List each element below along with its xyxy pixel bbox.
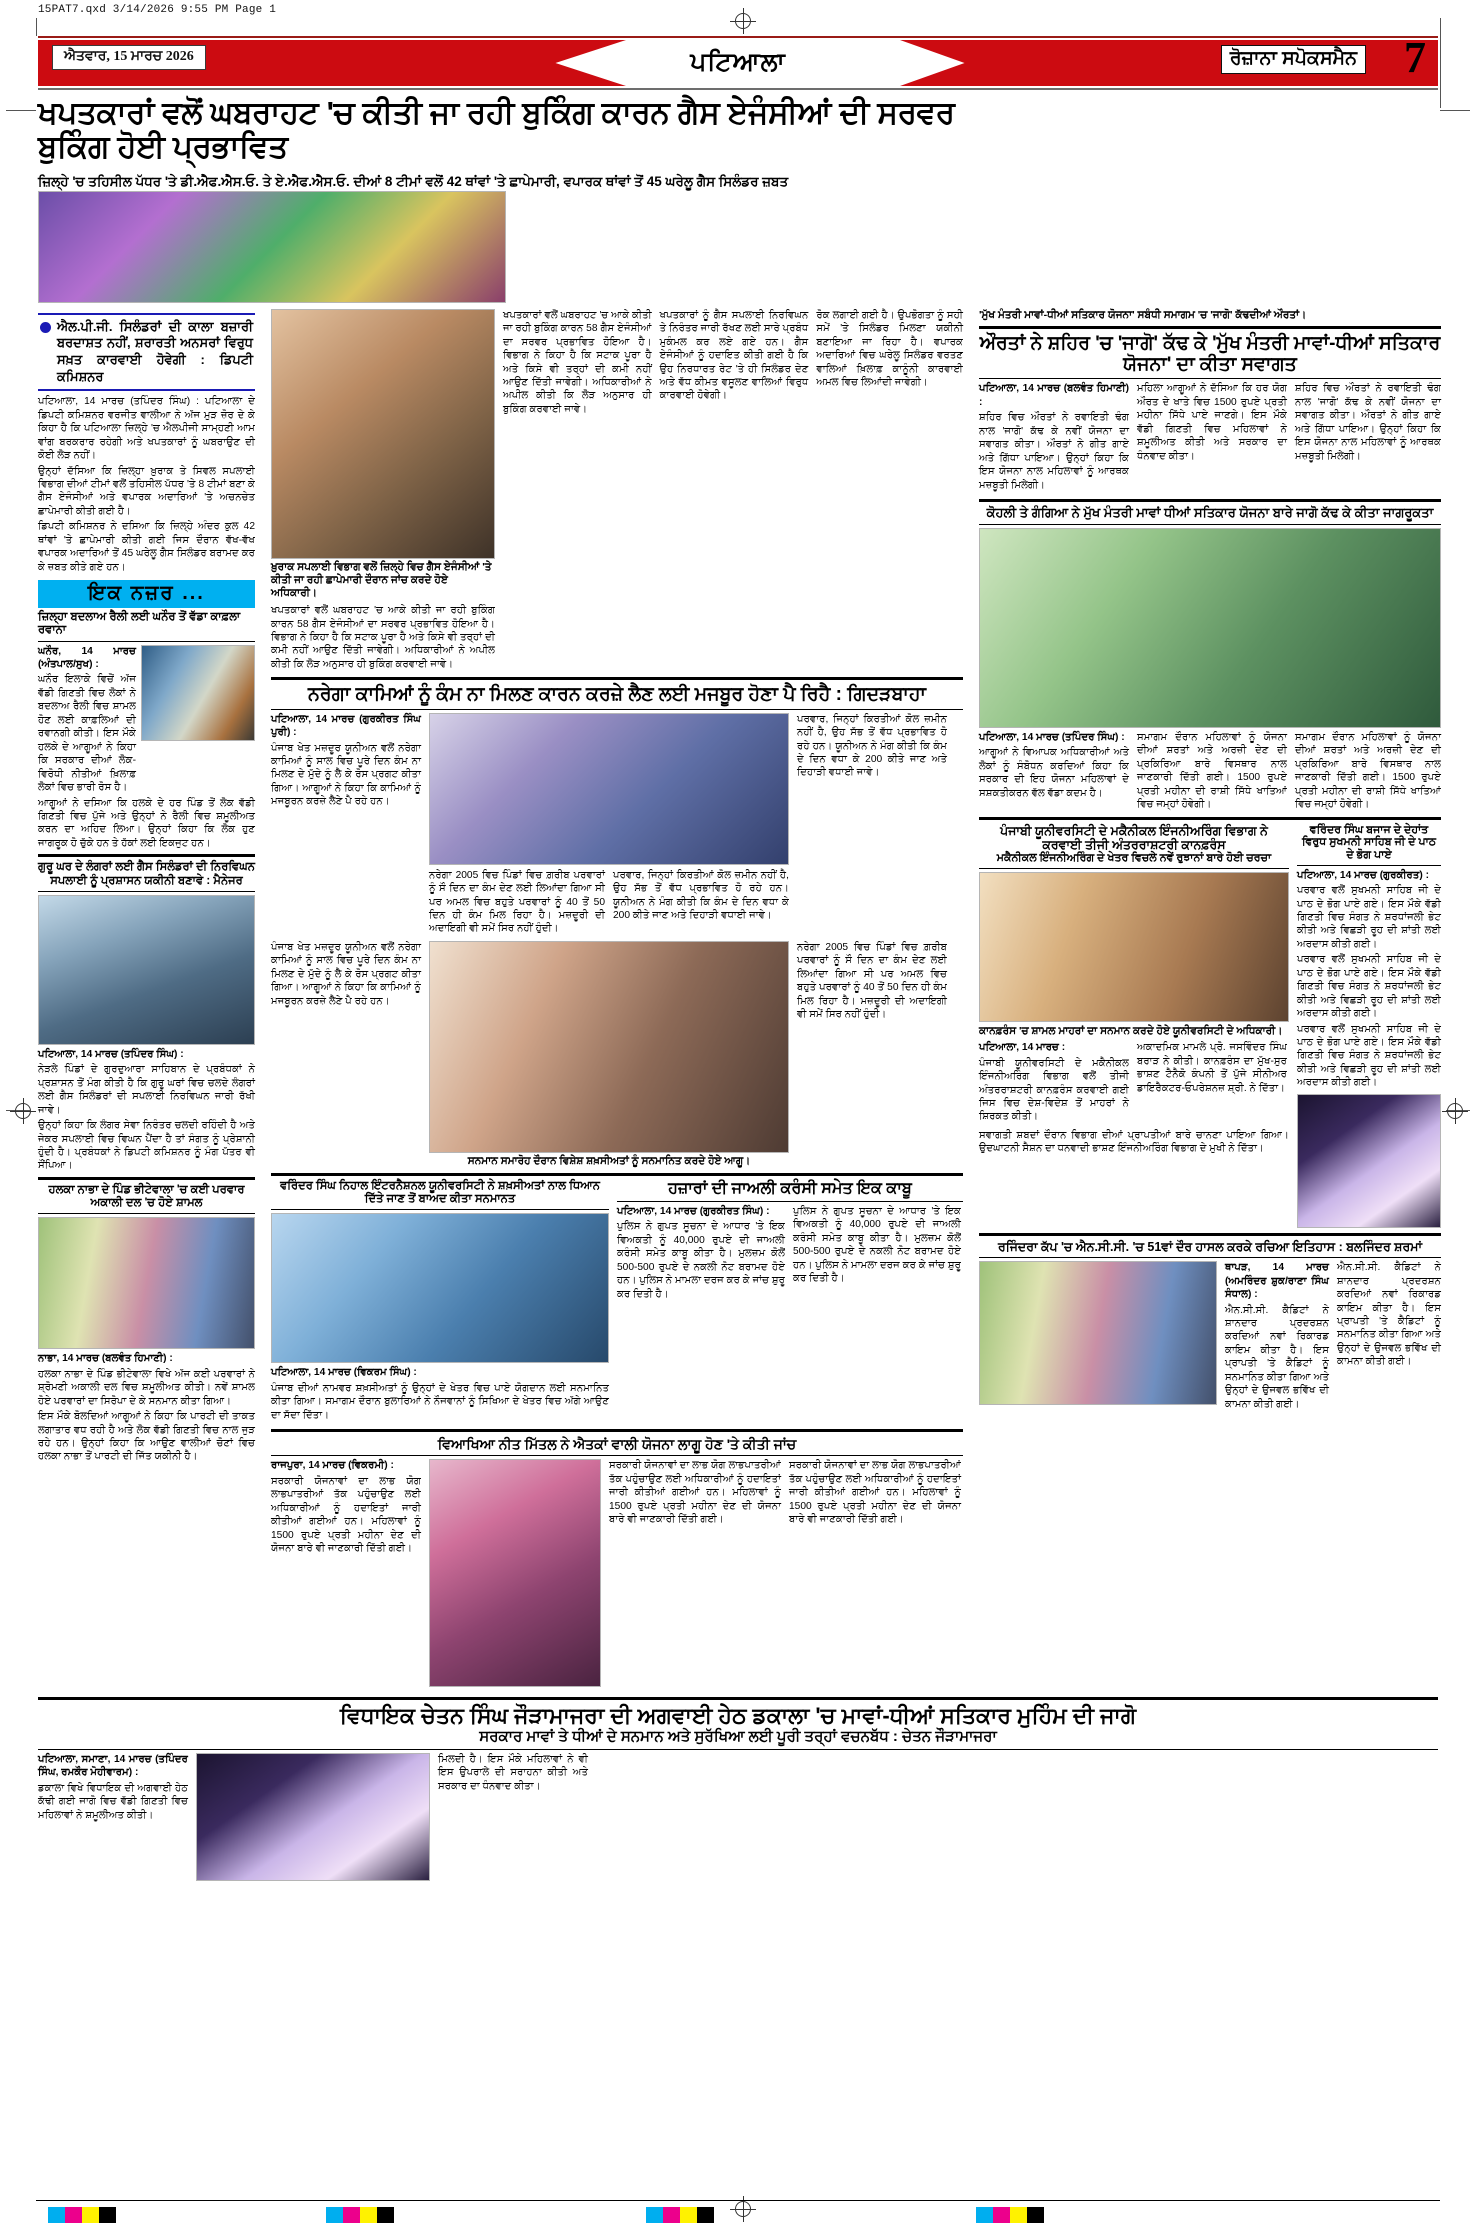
- center-top-text-b: [503, 309, 652, 419]
- nabha-story-text: [38, 1352, 255, 1464]
- nabha-joining-headline: ਹਲਕਾ ਨਾਭਾ ਦੇ ਪਿੰਡ ਭੀਟੇਵਾਲਾ 'ਚ ਕਈ ਪਰਵਾਰ ਅਕਾਲੀ ਦਲ 'ਚ ਹੋਏ ਸ਼ਾਮਲ: [48, 1183, 245, 1210]
- ghanaur-rally-photo: [141, 645, 255, 741]
- cmyk-swatch: [99, 2207, 116, 2223]
- ik-nazar-eyebrow: ਇਕ ਨਜ਼ਰ ...: [38, 580, 255, 608]
- crop-mark-top-right: [1440, 110, 1470, 111]
- gurdwara-byline: ਪਟਿਆਲਾ, 14 ਮਾਰਚ (ਤਪਿੰਦਰ ਸਿੰਘ) :: [38, 1048, 184, 1060]
- fake-currency-para: ਪੁਲਿਸ ਨੇ ਗੁਪਤ ਸੂਚਨਾ ਦੇ ਆਧਾਰ 'ਤੇ ਇਕ ਵਿਅਕਤੀ ਨੂੰ 40,000 ਰੁਪਏ ਦੀ ਜਾਅਲੀ ਕਰੰਸੀ ਸਮੇਤ ਕਾਬੂ ਕੀਤਾ ਹੈ। ਮੁਲਜ਼ਮ ਕੋਲੋਂ 500-500 ਰੁਪਏ ਦੇ ਨਕਲੀ ਨੋਟ ਬਰਾਮਦ ਹੋਏ ਹਨ। ਪੁਲਿਸ ਨੇ ਮਾਮਲਾ ਦਰਜ ਕਰ ਕੇ ਜਾਂਚ ਸ਼ੁਰੂ ਕਰ ਦਿਤੀ ਹੈ।: [617, 1221, 785, 1300]
- scheme-launch-headline: ਵਿਆਖਿਆ ਨੀਤ ਮਿੱਤਲ ਨੇ ਐਤਕਾਂ ਵਾਲੀ ਯੋਜਨਾ ਲਾਗੂ ਹੋਣ 'ਤੇ ਕੀਤੀ ਜਾਂਚ: [437, 1436, 797, 1453]
- awareness-jago-photo: [979, 528, 1441, 728]
- masthead-brand: ਰੋਜ਼ਾਨਾ ਸਪੋਕਸਮੈਨ: [1221, 45, 1366, 74]
- ncc-para-1: ਐਨ.ਸੀ.ਸੀ. ਕੈਡਿਟਾਂ ਨੇ ਸ਼ਾਨਦਾਰ ਪ੍ਰਦਰਸ਼ਨ ਕਰਦਿਆਂ ਨਵਾਂ ਰਿਕਾਰਡ ਕਾਇਮ ਕੀਤਾ ਹੈ। ਇਸ ਪ੍ਰਾਪਤੀ 'ਤੇ ਕੈਡਿਟਾਂ ਨੂੰ ਸਨਮਾਨਿਤ ਕੀਤਾ ਗਿਆ ਅਤੇ ਉਨ੍ਹਾਂ ਦੇ ਉਜਵਲ ਭਵਿੱਖ ਦੀ ਕਾਮਨਾ ਕੀਤੀ ਗਈ।: [1225, 1304, 1329, 1410]
- cmyk-swatch: [82, 2207, 99, 2223]
- lead-group-photo: [38, 191, 506, 303]
- nrega-para-1: ਪੰਜਾਬ ਖੇਤ ਮਜ਼ਦੂਰ ਯੂਨੀਅਨ ਵਲੋਂ ਨਰੇਗਾ ਕਾਮਿਆਂ ਨੂੰ ਸਾਲ ਵਿਚ ਪੂਰੇ ਦਿਨ ਕੰਮ ਨਾ ਮਿਲਣ ਦੇ ਮੁੱਦੇ ਨੂੰ ਲੈ ਕੇ ਰੋਸ ਪ੍ਰਗਟ ਕੀਤਾ ਗਿਆ। ਆਗੂਆਂ ਨੇ ਕਿਹਾ ਕਿ ਕਾਮਿਆਂ ਨੂੰ ਮਜਬੂਰਨ ਕਰਜ਼ੇ ਲੈਣੇ ਪੈ ਰਹੇ ਹਨ।: [271, 742, 421, 808]
- center-col-c-para: ਖਪਤਕਾਰਾਂ ਨੂੰ ਗੈਸ ਸਪਲਾਈ ਨਿਰਵਿਘਨ ਤੇ ਨਿਰੰਤਰ ਜਾਰੀ ਰੱਖਣ ਲਈ ਸਾਰੇ ਪ੍ਰਬੰਧ ਮੁਕੰਮਲ ਕਰ ਲਏ ਗਏ ਹਨ। ਗੈਸ ਏਜੰਸੀਆਂ ਨੂੰ ਹਦਾਇਤ ਕੀਤੀ ਗਈ ਹੈ ਕਿ ਉਹ ਨਿਰਧਾਰਤ ਰੇਟ 'ਤੇ ਹੀ ਸਿਲੰਡਰ ਦੇਣ ਅਤੇ ਵੱਧ ਕੀਮਤ ਵਸੂਲਣ ਵਾਲਿਆਂ ਵਿਰੁਧ ਕਾਰਵਾਈ ਹੋਵੇਗੀ।: [659, 309, 809, 402]
- cmyk-swatch: [326, 2207, 343, 2223]
- ghanaur-story-text: [38, 645, 136, 797]
- cmyk-group-4: [976, 2207, 1044, 2223]
- scheme-text-3: ਸਰਕਾਰੀ ਯੋਜਨਾਵਾਂ ਦਾ ਲਾਭ ਯੋਗ ਲਾਭਪਾਤਰੀਆਂ ਤੱਕ ਪਹੁੰਚਾਉਣ ਲਈ ਅਧਿਕਾਰੀਆਂ ਨੂੰ ਹਦਾਇਤਾਂ ਜਾਰੀ ਕੀਤੀਆਂ ਗਈਆਂ ਹਨ। ਮਹਿਲਾਵਾਂ ਨੂੰ 1500 ਰੁਪਏ ਪ੍ਰਤੀ ਮਹੀਨਾ ਦੇਣ ਦੀ ਯੋਜਨਾ ਬਾਰੇ ਵੀ ਜਾਣਕਾਰੀ ਦਿੱਤੀ ਗਈ।: [789, 1460, 961, 1526]
- conference-text-3: ਸਵਾਗਤੀ ਸ਼ਬਦਾਂ ਦੌਰਾਨ ਵਿਭਾਗ ਦੀਆਂ ਪ੍ਰਾਪਤੀਆਂ ਬਾਰੇ ਚਾਨਣਾ ਪਾਇਆ ਗਿਆ। ਉਦਘਾਟਨੀ ਸੈਸ਼ਨ ਦਾ ਧਨਵਾਦੀ ਭਾਸ਼ਣ ਇੰਜਨੀਅਰਿੰਗ ਵਿਭਾਗ ਦੇ ਮੁਖੀ ਨੇ ਦਿੱਤਾ।: [979, 1129, 1289, 1155]
- footer-rule: [36, 2200, 1440, 2201]
- nrega-text-col3: ਪਰਵਾਰ, ਜਿਨ੍ਹਾਂ ਕਿਰਤੀਆਂ ਕੋਲ ਜ਼ਮੀਨ ਨਹੀਂ ਹੈ, ਉਹ ਸੱਭ ਤੋਂ ਵੱਧ ਪ੍ਰਭਾਵਿਤ ਹੋ ਰਹੇ ਹਨ। ਯੂਨੀਅਨ ਨੇ ਮੰਗ ਕੀਤੀ ਕਿ ਕੰਮ ਦੇ ਦਿਨ ਵਧਾ ਕੇ 200 ਕੀਤੇ ਜਾਣ ਅਤੇ ਦਿਹਾੜੀ ਵਧਾਈ ਜਾਵੇ।: [613, 869, 789, 921]
- ghanaur-para-2: ਆਗੂਆਂ ਨੇ ਦਸਿਆ ਕਿ ਹਲਕੇ ਦੇ ਹਰ ਪਿੰਡ ਤੋਂ ਲੋਕ ਵੱਡੀ ਗਿਣਤੀ ਵਿਚ ਪੁੱਜੇ ਅਤੇ ਉਨ੍ਹਾਂ ਨੇ ਰੈਲੀ ਵਿਚ ਸ਼ਮੂਲੀਅਤ ਕਰਨ ਦਾ ਅਹਿਦ ਲਿਆ। ਉਨ੍ਹਾਂ ਕਿਹਾ ਕਿ ਲੋਕ ਹੁਣ ਜਾਗਰੂਕ ਹੋ ਚੁੱਕੇ ਹਨ ਤੇ ਹੱਕਾਂ ਲਈ ਇਕਜੁਟ ਹਨ।: [38, 797, 255, 849]
- fake-currency-headline: ਹਜ਼ਾਰਾਂ ਦੀ ਜਾਅਲੀ ਕਰੰਸੀ ਸਮੇਤ ਇਕ ਕਾਬੂ: [668, 1180, 912, 1198]
- cmyk-swatch: [680, 2207, 697, 2223]
- conference-headline: ਪੰਜਾਬੀ ਯੂਨੀਵਰਸਿਟੀ ਦੇ ਮਕੈਨੀਕਲ ਇੰਜਨੀਅਰਿੰਗ ਵਿਭਾਗ ਨੇ ਕਰਵਾਈ ਤੀਜੀ ਅੰਤਰਰਾਸ਼ਟਰੀ ਕਾਨਫ਼ਰੰਸ: [1000, 823, 1268, 853]
- fake-currency-byline: ਪਟਿਆਲਾ, 14 ਮਾਰਚ (ਗੁਰਕੀਰਤ ਸਿੰਘ) :: [617, 1205, 770, 1217]
- gurdwara-meeting-photo: [38, 895, 255, 1045]
- lead-headline: ਖਪਤਕਾਰਾਂ ਵਲੋਂ ਘਬਰਾਹਟ 'ਚ ਕੀਤੀ ਜਾ ਰਹੀ ਬੁਕਿੰਗ ਕਾਰਨ ਗੈਸ ਏਜੰਸੀਆਂ ਦੀ ਸਰਵਰ ਬੁਕਿੰਗ ਹੋਈ ਪ੍ਰਭਾਵਿਤ: [38, 95, 955, 165]
- main-grid: [38, 308, 1441, 1688]
- nabha-para-2: ਇਸ ਮੌਕੇ ਬੋਲਦਿਆਂ ਆਗੂਆਂ ਨੇ ਕਿਹਾ ਕਿ ਪਾਰਟੀ ਦੀ ਤਾਕਤ ਲਗਾਤਾਰ ਵਧ ਰਹੀ ਹੈ ਅਤੇ ਲੋਕ ਵੱਡੀ ਗਿਣਤੀ ਵਿਚ ਨਾਲ ਜੁੜ ਰਹੇ ਹਨ। ਉਨ੍ਹਾਂ ਕਿਹਾ ਕਿ ਆਉਣ ਵਾਲੀਆਂ ਚੋਣਾਂ ਵਿਚ ਹਲਕਾ ਨਾਭਾ ਤੋਂ ਪਾਰਟੀ ਦੀ ਜਿੱਤ ਯਕੀਨੀ ਹੈ।: [38, 1411, 255, 1463]
- lead-story-text-col1: [38, 395, 255, 574]
- dc-bullet-box: [38, 313, 255, 392]
- conference-photo: [979, 872, 1289, 1022]
- university-honour-text: [271, 1366, 609, 1422]
- cmyk-swatch: [48, 2207, 65, 2223]
- dc-bullet-text: ਐਲ.ਪੀ.ਜੀ. ਸਿਲੰਡਰਾਂ ਦੀ ਕਾਲਾ ਬਜ਼ਾਰੀ ਬਰਦਾਸ਼ਤ ਨਹੀਂ, ਸ਼ਰਾਰਤੀ ਅਨਸਰਾਂ ਵਿਰੁਧ ਸਖ਼ਤ ਕਾਰਵਾਈ ਹੋਵੇਗੀ : ਡਿਪਟੀ ਕਮਿਸ਼ਨਰ: [57, 318, 253, 384]
- cmyk-swatch: [976, 2207, 993, 2223]
- cmyk-group-3: [646, 2207, 714, 2223]
- masthead-page-number: 7: [1404, 33, 1426, 82]
- ncc-award-photo: [979, 1261, 1217, 1405]
- gurdwara-langar-headline: ਗੁਰੂ ਘਰ ਦੇ ਲੰਗਰਾਂ ਲਈ ਗੈਸ ਸਿਲੰਡਰਾਂ ਦੀ ਨਿਰਵਿਘਨ ਸਪਲਾਈ ਨੂੰ ਪ੍ਰਸ਼ਾਸਨ ਯਕੀਨੀ ਬਣਾਵੇ : ਮੈਨੇਜਰ: [38, 861, 255, 887]
- ghanaur-byline: ਘਨੌਰ, 14 ਮਾਰਚ (ਅੰਤਪਾਲ/ਸੁਖ) :: [38, 645, 136, 671]
- registration-mark-left: [10, 1098, 36, 1124]
- cmyk-swatch: [1010, 2207, 1027, 2223]
- ncc-headline: ਰਜਿੰਦਰਾ ਕੱਪ 'ਚ ਐਨ.ਸੀ.ਸੀ. 'ਚ 51ਵਾਂ ਦੌਰ ਹਾਸਲ ਕਰਕੇ ਰਚਿਆ ਇਤਿਹਾਸ : ਬਲਜਿੰਦਰ ਸ਼ਰਮਾਂ: [997, 1239, 1423, 1254]
- dakala-jago-photo: [196, 1753, 430, 1881]
- raid-photo-caption: ਖ਼ੁਰਾਕ ਸਪਲਾਈ ਵਿਭਾਗ ਵਲੋਂ ਜ਼ਿਲ੍ਹੇ ਵਿਚ ਗੈਸ ਏਜੰਸੀਆਂ 'ਤੇ ਕੀਤੀ ਜਾ ਰਹੀ ਛਾਪੇਮਾਰੀ ਦੌਰਾਨ ਜਾਂਚ ਕਰਦੇ ਹੋਏ ਅਧਿਕਾਰੀ।: [271, 560, 492, 599]
- ncc-text-1: [1225, 1261, 1329, 1413]
- bhog-text: [1297, 869, 1441, 1090]
- left-zone: [38, 309, 255, 1466]
- dakala-text-1: [38, 1753, 188, 1881]
- registration-mark: [730, 8, 756, 34]
- gurdwara-story-text: [38, 1048, 255, 1173]
- newspaper-page: [36, 33, 1441, 2194]
- lead-story-para-1: ਪਟਿਆਲਾ, 14 ਮਾਰਚ (ਤਪਿੰਦਰ ਸਿੰਘ) : ਪਟਿਆਲਾ ਦੇ ਡਿਪਟੀ ਕਮਿਸ਼ਨਰ ਵਰਜੀਤ ਵਾਲੀਆ ਨੇ ਅੱਜ ਮੁੜ ਜ਼ੋਰ ਦੇ ਕੇ ਕਿਹਾ ਹੈ ਕਿ ਪਟਿਆਲਾ ਜ਼ਿਲ੍ਹੇ 'ਚ ਐਲਪੀਜੀ ਸਾਮ੍ਹਣੀ ਆਮ ਵਾਂਗ ਬਰਕਰਾਰ ਰਹੇਗੀ ਅਤੇ ਖਪਤਕਾਰਾਂ ਨੂੰ ਘਬਰਾਉਣ ਦੀ ਕੋਈ ਲੋੜ ਨਹੀਂ।: [38, 396, 255, 462]
- nabha-para-1: ਹਲਕਾ ਨਾਭਾ ਦੇ ਪਿੰਡ ਭੀਟੇਵਾਲਾ ਵਿਖੇ ਅੱਜ ਕਈ ਪਰਵਾਰਾਂ ਨੇ ਸ਼੍ਰੋਮਣੀ ਅਕਾਲੀ ਦਲ ਵਿਚ ਸ਼ਮੂਲੀਅਤ ਕੀਤੀ। ਨਵੇਂ ਸ਼ਾਮਲ ਹੋਏ ਪਰਵਾਰਾਂ ਦਾ ਸਿਰੋਪਾ ਦੇ ਕੇ ਸਨਮਾਨ ਕੀਤਾ ਗਿਆ।: [38, 1368, 255, 1407]
- university-honour-photo: [271, 1213, 609, 1363]
- conference-para-1: ਪੰਜਾਬੀ ਯੂਨੀਵਰਸਿਟੀ ਦੇ ਮਕੈਨੀਕਲ ਇੰਜਨੀਅਰਿੰਗ ਵਿਭਾਗ ਵਲੋਂ ਤੀਜੀ ਅੰਤਰਰਾਸ਼ਟਰੀ ਕਾਨਫ਼ਰੰਸ ਕਰਵਾਈ ਗਈ ਜਿਸ ਵਿਚ ਦੇਸ਼-ਵਿਦੇਸ਼ ਤੋਂ ਮਾਹਰਾਂ ਨੇ ਸ਼ਿਰਕਤ ਕੀਤੀ।: [979, 1057, 1129, 1123]
- center-top-text-c: [660, 309, 809, 405]
- jago-welcome-headline: ਔਰਤਾਂ ਨੇ ਸ਼ਹਿਰ 'ਚ 'ਜਾਗੋ' ਕੱਢ ਕੇ 'ਮੁੱਖ ਮੰਤਰੀ ਮਾਵਾਂ-ਧੀਆਂ ਸਤਿਕਾਰ ਯੋਜਨਾ' ਦਾ ਕੀਤਾ ਸਵਾਗਤ: [979, 332, 1441, 376]
- cmyk-swatch: [360, 2207, 377, 2223]
- scheme-byline: ਰਾਜਪੁਰਾ, 14 ਮਾਰਚ (ਵਿਕਰਮੀ) :: [271, 1460, 394, 1472]
- cmyk-swatch: [663, 2207, 680, 2223]
- lead-story-para-2: ਉਨ੍ਹਾਂ ਦੱਸਿਆ ਕਿ ਜ਼ਿਲ੍ਹਾ ਖ਼ੁਰਾਕ ਤੇ ਸਿਵਲ ਸਪਲਾਈ ਵਿਭਾਗ ਦੀਆਂ ਟੀਮਾਂ ਵਲੋਂ ਤਹਿਸੀਲ ਪੱਧਰ 'ਤੇ 8 ਟੀਮਾਂ ਬਣਾ ਕੇ ਗੈਸ ਏਜੰਸੀਆਂ ਅਤੇ ਵਪਾਰਕ ਅਦਾਰਿਆਂ 'ਤੇ ਅਚਨਚੇਤ ਛਾਪੇਮਾਰੀ ਕੀਤੀ ਗਈ ਹੈ।: [38, 465, 255, 517]
- cmyk-swatch: [343, 2207, 360, 2223]
- scheme-text-1: [271, 1459, 421, 1557]
- center-col-d-para: ਰੋਕ ਲਗਾਈ ਗਈ ਹੈ। ਉਪਭੋਗਤਾ ਨੂੰ ਸਹੀ ਸਮੇਂ 'ਤੇ ਸਿਲੰਡਰ ਮਿਲਣਾ ਯਕੀਨੀ ਬਣਾਇਆ ਜਾ ਰਿਹਾ ਹੈ। ਵਪਾਰਕ ਅਦਾਰਿਆਂ ਵਿਚ ਘਰੇਲੂ ਸਿਲੰਡਰ ਵਰਤਣ ਵਾਲਿਆਂ ਖ਼ਿਲਾਫ਼ ਕਾਨੂੰਨੀ ਕਾਰਵਾਈ ਅਮਲ ਵਿਚ ਲਿਆਂਦੀ ਜਾਵੇਗੀ।: [816, 309, 964, 388]
- jago-photo-caption: 'ਮੁੱਖ ਮੰਤਰੀ ਮਾਵਾਂ-ਧੀਆਂ ਸਤਿਕਾਰ ਯੋਜਨਾ' ਸਬੰਧੀ ਸਮਾਗਮ 'ਚ 'ਜਾਗੋ' ਕੱਢਦੀਆਂ ਔਰਤਾਂ।: [979, 308, 1307, 321]
- masthead: [38, 33, 1438, 90]
- gurdwara-para-1: ਨੇੜਲੇ ਪਿੰਡਾਂ ਦੇ ਗੁਰਦੁਆਰਾ ਸਾਹਿਬਾਨ ਦੇ ਪ੍ਰਬੰਧਕਾਂ ਨੇ ਪ੍ਰਸ਼ਾਸਨ ਤੋਂ ਮੰਗ ਕੀਤੀ ਹੈ ਕਿ ਗੁਰੂ ਘਰਾਂ ਵਿਚ ਚਲਦੇ ਲੰਗਰਾਂ ਲਈ ਗੈਸ ਸਿਲੰਡਰਾਂ ਦੀ ਸਪਲਾਈ ਨਿਰਵਿਘਨ ਜਾਰੀ ਰੱਖੀ ਜਾਵੇ।: [38, 1064, 255, 1116]
- registration-mark-right: [1442, 1098, 1468, 1124]
- cmyk-swatch: [1027, 2207, 1044, 2223]
- center-zone: [271, 309, 963, 1688]
- ncc-byline: ਥਾਪੜ, 14 ਮਾਰਚ (ਅਮਰਿੰਦਰ ਸ਼ੁਕ/ਰਾਣਾ ਸਿੰਘ ਸੰਧਾਲ) :: [1225, 1262, 1329, 1301]
- conference-byline: ਪਟਿਆਲਾ, 14 ਮਾਰਚ :: [979, 1042, 1066, 1054]
- center-top-text-a: ਖਪਤਕਾਰਾਂ ਵਲੋਂ ਘਬਰਾਹਟ 'ਚ ਆਕੇ ਕੀਤੀ ਜਾ ਰਹੀ ਬੁਕਿੰਗ ਕਾਰਨ 58 ਗੈਸ ਏਜੰਸੀਆਂ ਦਾ ਸਰਵਰ ਪ੍ਰਭਾਵਿਤ ਹੋਇਆ ਹੈ। ਵਿਭਾਗ ਨੇ ਕਿਹਾ ਹੈ ਕਿ ਸਟਾਕ ਪੂਰਾ ਹੈ ਅਤੇ ਕਿਸੇ ਵੀ ਤਰ੍ਹਾਂ ਦੀ ਕਮੀ ਨਹੀਂ ਆਉਣ ਦਿੱਤੀ ਜਾਵੇਗੀ। ਅਧਿਕਾਰੀਆਂ ਨੇ ਅਪੀਲ ਕੀਤੀ ਕਿ ਲੋੜ ਅਨੁਸਾਰ ਹੀ ਬੁਕਿੰਗ ਕਰਵਾਈ ਜਾਵੇ।: [271, 605, 495, 670]
- nrega-text-col2: ਨਰੇਗਾ 2005 ਵਿਚ ਪਿੰਡਾਂ ਵਿਚ ਗ਼ਰੀਬ ਪਰਵਾਰਾਂ ਨੂੰ ਸੌ ਦਿਨ ਦਾ ਕੰਮ ਦੇਣ ਲਈ ਲਿਆਂਦਾ ਗਿਆ ਸੀ ਪਰ ਅਮਲ ਵਿਚ ਬਹੁਤੇ ਪਰਵਾਰਾਂ ਨੂੰ 40 ਤੋਂ 50 ਦਿਨ ਹੀ ਕੰਮ ਮਿਲ ਰਿਹਾ ਹੈ। ਮਜ਼ਦੂਰੀ ਦੀ ਅਦਾਇਗੀ ਵੀ ਸਮੇਂ ਸਿਰ ਨਹੀਂ ਹੁੰਦੀ।: [429, 869, 605, 935]
- jago-byline: ਪਟਿਆਲਾ, 14 ਮਾਰਚ (ਬਲਵੰਤ ਹਿਮਾਣੀ) :: [979, 383, 1129, 408]
- awareness-byline: ਪਟਿਆਲਾ, 14 ਮਾਰਚ (ਤਪਿੰਦਰ ਸਿੰਘ) :: [979, 731, 1125, 743]
- lead-subheadline: ਜ਼ਿਲ੍ਹੇ 'ਚ ਤਹਿਸੀਲ ਪੱਧਰ 'ਤੇ ਡੀ.ਐਫ.ਐਸ.ਓ. ਤੇ ਏ.ਐਫ.ਐਸ.ਓ. ਦੀਆਂ 8 ਟੀਮਾਂ ਵਲੋਂ 42 ਥਾਂਵਾਂ 'ਤੇ ਛਾਪੇਮਾਰੀ, ਵਪਾਰਕ ਥਾਂਵਾਂ ਤੋਂ 45 ਘਰੇਲੂ ਗੈਸ ਸਿਲੰਡਰ ਜ਼ਬਤ: [38, 174, 789, 190]
- nrega-headline: ਨਰੇਗਾ ਕਾਮਿਆਂ ਨੂੰ ਕੰਮ ਨਾ ਮਿਲਣ ਕਾਰਨ ਕਰਜ਼ੇ ਲੈਣ ਲਈ ਮਜਬੂਰ ਹੋਣਾ ਪੈ ਰਿਹੈ : ਗਿਦੜਬਾਹਾ: [308, 684, 926, 706]
- gurdwara-para-2: ਉਨ੍ਹਾਂ ਕਿਹਾ ਕਿ ਲੰਗਰ ਸੇਵਾ ਨਿਰੰਤਰ ਚਲਦੀ ਰਹਿੰਦੀ ਹੈ ਅਤੇ ਜੇਕਰ ਸਪਲਾਈ ਵਿਚ ਵਿਘਨ ਪੈਂਦਾ ਹੈ ਤਾਂ ਸੰਗਤ ਨੂੰ ਪ੍ਰੇਸ਼ਾਨੀ ਹੁੰਦੀ ਹੈ। ਪ੍ਰਬੰਧਕਾਂ ਨੇ ਡਿਪਟੀ ਕਮਿਸ਼ਨਰ ਨੂੰ ਮੰਗ ਪੱਤਰ ਵੀ ਸੌਂਪਿਆ।: [38, 1120, 255, 1172]
- masthead-city: ਪਟਿਆਲਾ: [690, 48, 786, 76]
- ncc-text-2: ਐਨ.ਸੀ.ਸੀ. ਕੈਡਿਟਾਂ ਨੇ ਸ਼ਾਨਦਾਰ ਪ੍ਰਦਰਸ਼ਨ ਕਰਦਿਆਂ ਨਵਾਂ ਰਿਕਾਰਡ ਕਾਇਮ ਕੀਤਾ ਹੈ। ਇਸ ਪ੍ਰਾਪਤੀ 'ਤੇ ਕੈਡਿਟਾਂ ਨੂੰ ਸਨਮਾਨਿਤ ਕੀਤਾ ਗਿਆ ਅਤੇ ਉਨ੍ਹਾਂ ਦੇ ਉਜਵਲ ਭਵਿੱਖ ਦੀ ਕਾਮਨਾ ਕੀਤੀ ਗਈ।: [1337, 1262, 1441, 1368]
- scheme-launch-photo: [429, 1459, 601, 1687]
- award-ceremony-photo: [429, 941, 789, 1153]
- cmyk-swatch: [65, 2207, 82, 2223]
- cmyk-group-2: [326, 2207, 394, 2223]
- center-top-text-d: [816, 309, 963, 392]
- university-byline: ਪਟਿਆਲਾ, 14 ਮਾਰਚ (ਵਿਕਰਮ ਸਿੰਘ) :: [271, 1367, 417, 1379]
- cmyk-color-bar: [36, 2207, 1440, 2223]
- dakala-para-1: ਡਕਾਲਾ ਵਿਖੇ ਵਿਧਾਇਕ ਦੀ ਅਗਵਾਈ ਹੇਠ ਕੱਢੀ ਗਈ ਜਾਗੋ ਵਿਚ ਵੱਡੀ ਗਿਣਤੀ ਵਿਚ ਮਹਿਲਾਵਾਂ ਨੇ ਸ਼ਮੂਲੀਅਤ ਕੀਤੀ।: [38, 1782, 188, 1821]
- bhog-para-2: ਪਰਵਾਰ ਵਲੋਂ ਸੁਖਮਨੀ ਸਾਹਿਬ ਜੀ ਦੇ ਪਾਠ ਦੇ ਭੋਗ ਪਾਏ ਗਏ। ਇਸ ਮੌਕੇ ਵੱਡੀ ਗਿਣਤੀ ਵਿਚ ਸੰਗਤ ਨੇ ਸ਼ਰਧਾਂਜਲੀ ਭੇਟ ਕੀਤੀ ਅਤੇ ਵਿਛੜੀ ਰੂਹ ਦੀ ਸ਼ਾਂਤੀ ਲਈ ਅਰਦਾਸ ਕੀਤੀ ਗਈ।: [1297, 954, 1441, 1020]
- dakala-story-block: [38, 1697, 1438, 1880]
- nrega-byline: ਪਟਿਆਲਾ, 14 ਮਾਰਚ (ਗੁਰਕੀਰਤ ਸਿੰਘ ਪੁਰੀ) :: [271, 713, 421, 739]
- lead-story-para-3: ਡਿਪਟੀ ਕਮਿਸ਼ਨਰ ਨੇ ਦਸਿਆ ਕਿ ਜ਼ਿਲ੍ਹੇ ਅੰਦਰ ਕੁਲ 42 ਥਾਂਵਾਂ 'ਤੇ ਛਾਪੇਮਾਰੀ ਕੀਤੀ ਗਈ ਜਿਸ ਦੌਰਾਨ ਵੱਖ-ਵੱਖ ਵਪਾਰਕ ਅਦਾਰਿਆਂ ਤੋਂ 45 ਘਰੇਲੂ ਗੈਸ ਸਿਲੰਡਰ ਬਰਾਮਦ ਕਰ ਕੇ ਜ਼ਬਤ ਕੀਤੇ ਗਏ ਹਨ।: [38, 521, 255, 573]
- dakala-text-2: ਮਿਲਦੀ ਹੈ। ਇਸ ਮੌਕੇ ਮਹਿਲਾਵਾਂ ਨੇ ਵੀ ਇਸ ਉਪਰਾਲੇ ਦੀ ਸਰਾਹਨਾ ਕੀਤੀ ਅਤੇ ਸਰਕਾਰ ਦਾ ਧੰਨਵਾਦ ਕੀਤਾ।: [438, 1753, 588, 1792]
- bhog-headline: ਵਰਿੰਦਰ ਸਿੰਘ ਬਜਾਜ ਦੇ ਦੇਹਾਂਤ ਵਿਰੁਧ ਸੁਖਮਨੀ ਸਾਹਿਬ ਜੀ ਦੇ ਪਾਠ ਦੇ ਭੋਗ ਪਾਏ: [1301, 823, 1437, 861]
- fake-currency-text-1: [617, 1205, 785, 1303]
- nrega-para-4: ਪਰਵਾਰ, ਜਿਨ੍ਹਾਂ ਕਿਰਤੀਆਂ ਕੋਲ ਜ਼ਮੀਨ ਨਹੀਂ ਹੈ, ਉਹ ਸੱਭ ਤੋਂ ਵੱਧ ਪ੍ਰਭਾਵਿਤ ਹੋ ਰਹੇ ਹਨ। ਯੂਨੀਅਨ ਨੇ ਮੰਗ ਕੀਤੀ ਕਿ ਕੰਮ ਦੇ ਦਿਨ ਵਧਾ ਕੇ 200 ਕੀਤੇ ਜਾਣ ਅਤੇ ਦਿਹਾੜੀ ਵਧਾਈ ਜਾਵੇ।: [797, 713, 947, 779]
- awareness-text-1: [979, 731, 1129, 812]
- fake-currency-text-2: ਪੁਲਿਸ ਨੇ ਗੁਪਤ ਸੂਚਨਾ ਦੇ ਆਧਾਰ 'ਤੇ ਇਕ ਵਿਅਕਤੀ ਨੂੰ 40,000 ਰੁਪਏ ਦੀ ਜਾਅਲੀ ਕਰੰਸੀ ਸਮੇਤ ਕਾਬੂ ਕੀਤਾ ਹੈ। ਮੁਲਜ਼ਮ ਕੋਲੋਂ 500-500 ਰੁਪਏ ਦੇ ਨਕਲੀ ਨੋਟ ਬਰਾਮਦ ਹੋਏ ਹਨ। ਪੁਲਿਸ ਨੇ ਮਾਮਲਾ ਦਰਜ ਕਰ ਕੇ ਜਾਂਚ ਸ਼ੁਰੂ ਕਰ ਦਿਤੀ ਹੈ।: [793, 1205, 961, 1285]
- jago-para-1: ਸ਼ਹਿਰ ਵਿਚ ਔਰਤਾਂ ਨੇ ਰਵਾਇਤੀ ਢੰਗ ਨਾਲ 'ਜਾਗੋ' ਕੱਢ ਕੇ ਨਵੀਂ ਯੋਜਨਾ ਦਾ ਸਵਾਗਤ ਕੀਤਾ। ਔਰਤਾਂ ਨੇ ਗੀਤ ਗਾਏ ਅਤੇ ਗਿੱਧਾ ਪਾਇਆ। ਉਨ੍ਹਾਂ ਕਿਹਾ ਕਿ ਇਸ ਯੋਜਨਾ ਨਾਲ ਮਹਿਲਾਵਾਂ ਨੂੰ ਆਰਥਕ ਮਜ਼ਬੂਤੀ ਮਿਲੇਗੀ।: [979, 412, 1129, 491]
- awareness-text-3: ਸਮਾਗਮ ਦੌਰਾਨ ਮਹਿਲਾਵਾਂ ਨੂੰ ਯੋਜਨਾ ਦੀਆਂ ਸ਼ਰਤਾਂ ਅਤੇ ਅਰਜ਼ੀ ਦੇਣ ਦੀ ਪ੍ਰਕਿਰਿਆ ਬਾਰੇ ਵਿਸਥਾਰ ਨਾਲ ਜਾਣਕਾਰੀ ਦਿੱਤੀ ਗਈ। 1500 ਰੁਪਏ ਪ੍ਰਤੀ ਮਹੀਨਾ ਦੀ ਰਾਸ਼ੀ ਸਿੱਧੇ ਖਾਤਿਆਂ ਵਿਚ ਜਮ੍ਹਾਂ ਹੋਵੇਗੀ।: [1295, 731, 1441, 811]
- cmyk-swatch: [697, 2207, 714, 2223]
- conference-subheadline: ਮਕੈਨੀਕਲ ਇੰਜਨੀਅਰਿੰਗ ਦੇ ਖੇਤਰ ਵਿਚਲੇ ਨਵੇਂ ਰੁਝਾਨਾਂ ਬਾਰੇ ਹੋਈ ਚਰਚਾ: [996, 852, 1272, 865]
- nrega-text-col1: [271, 713, 421, 811]
- nrega-overflow-a: ਪੰਜਾਬ ਖੇਤ ਮਜ਼ਦੂਰ ਯੂਨੀਅਨ ਵਲੋਂ ਨਰੇਗਾ ਕਾਮਿਆਂ ਨੂੰ ਸਾਲ ਵਿਚ ਪੂਰੇ ਦਿਨ ਕੰਮ ਨਾ ਮਿਲਣ ਦੇ ਮੁੱਦੇ ਨੂੰ ਲੈ ਕੇ ਰੋਸ ਪ੍ਰਗਟ ਕੀਤਾ ਗਿਆ। ਆਗੂਆਂ ਨੇ ਕਿਹਾ ਕਿ ਕਾਮਿਆਂ ਨੂੰ ਮਜਬੂਰਨ ਕਰਜ਼ੇ ਲੈਣੇ ਪੈ ਰਹੇ ਹਨ।: [271, 941, 421, 1007]
- ghanaur-para-1: ਘਨੌਰ ਇਲਾਕੇ ਵਿਚੋਂ ਅੱਜ ਵੱਡੀ ਗਿਣਤੀ ਵਿਚ ਲੋਕਾਂ ਨੇ ਬਦਲਾਅ ਰੈਲੀ ਵਿਚ ਸ਼ਾਮਲ ਹੋਣ ਲਈ ਕਾਫ਼ਲਿਆਂ ਦੀ ਰਵਾਨਗੀ ਕੀਤੀ। ਇਸ ਮੌਕੇ ਹਲਕੇ ਦੇ ਆਗੂਆਂ ਨੇ ਕਿਹਾ ਕਿ ਸਰਕਾਰ ਦੀਆਂ ਲੋਕ-ਵਿਰੋਧੀ ਨੀਤੀਆਂ ਖ਼ਿਲਾਫ਼ ਲੋਕਾਂ ਵਿਚ ਭਾਰੀ ਰੋਸ ਹੈ।: [38, 674, 136, 794]
- nabha-byline: ਨਾਭਾ, 14 ਮਾਰਚ (ਬਲਵੰਤ ਹਿਮਾਣੀ) :: [38, 1353, 173, 1365]
- raid-inspection-photo: [271, 309, 495, 559]
- award-photo-caption: ਸਨਮਾਨ ਸਮਾਰੋਹ ਦੌਰਾਨ ਵਿਸ਼ੇਸ਼ ਸ਼ਖ਼ਸੀਅਤਾਂ ਨੂੰ ਸਨਮਾਨਿਤ ਕਰਦੇ ਹੋਏ ਆਗੂ।: [467, 1154, 751, 1167]
- conference-text-1: [979, 1041, 1129, 1126]
- dakala-byline: ਪਟਿਆਲਾ, ਸਮਾਣਾ, 14 ਮਾਰਚ (ਤਪਿੰਦਰ ਸਿੰਘ, ਰਮਕੌਰ ਮੋਹੀਵਾਰਮ) :: [38, 1753, 188, 1779]
- print-slug: 15PAT7.qxd 3/14/2026 9:55 PM Page 1: [38, 4, 277, 16]
- right-zone: [979, 309, 1441, 1413]
- dakala-headline: ਵਿਧਾਇਕ ਚੇਤਨ ਸਿੰਘ ਜੌੜਾਮਾਜਰਾ ਦੀ ਅਗਵਾਈ ਹੇਠ ਡਕਾਲਾ 'ਚ ਮਾਵਾਂ-ਧੀਆਂ ਸਤਿਕਾਰ ਮੁਹਿੰਮ ਦੀ ਜਾਗੋ: [339, 1703, 1137, 1729]
- crop-mark-right: [1440, 18, 1441, 108]
- cmyk-swatch: [377, 2207, 394, 2223]
- bhog-para-1: ਪਰਵਾਰ ਵਲੋਂ ਸੁਖਮਨੀ ਸਾਹਿਬ ਜੀ ਦੇ ਪਾਠ ਦੇ ਭੋਗ ਪਾਏ ਗਏ। ਇਸ ਮੌਕੇ ਵੱਡੀ ਗਿਣਤੀ ਵਿਚ ਸੰਗਤ ਨੇ ਸ਼ਰਧਾਂਜਲੀ ਭੇਟ ਕੀਤੀ ਅਤੇ ਵਿਛੜੀ ਰੂਹ ਦੀ ਸ਼ਾਂਤੀ ਲਈ ਅਰਦਾਸ ਕੀਤੀ ਗਈ।: [1297, 885, 1441, 950]
- bullet-dot-icon: [40, 322, 51, 333]
- bhog-byline: ਪਟਿਆਲਾ, 14 ਮਾਰਚ (ਗੁਰਕੀਰਤ) :: [1297, 869, 1429, 881]
- awareness-para-1: ਆਗੂਆਂ ਨੇ ਵਿਆਪਕ ਅਧਿਕਾਰੀਆਂ ਅਤੇ ਲੋਕਾਂ ਨੂੰ ਸੰਬੋਧਨ ਕਰਦਿਆਂ ਕਿਹਾ ਕਿ ਸਰਕਾਰ ਦੀ ਇਹ ਯੋਜਨਾ ਮਹਿਲਾਵਾਂ ਦੇ ਸਸ਼ਕਤੀਕਰਨ ਵੱਲ ਵੱਡਾ ਕਦਮ ਹੈ।: [979, 747, 1129, 799]
- scheme-para-1: ਸਰਕਾਰੀ ਯੋਜਨਾਵਾਂ ਦਾ ਲਾਭ ਯੋਗ ਲਾਭਪਾਤਰੀਆਂ ਤੱਕ ਪਹੁੰਚਾਉਣ ਲਈ ਅਧਿਕਾਰੀਆਂ ਨੂੰ ਹਦਾਇਤਾਂ ਜਾਰੀ ਕੀਤੀਆਂ ਗਈਆਂ ਹਨ। ਮਹਿਲਾਵਾਂ ਨੂੰ 1500 ਰੁਪਏ ਪ੍ਰਤੀ ਮਹੀਨਾ ਦੇਣ ਦੀ ਯੋਜਨਾ ਬਾਰੇ ਵੀ ਜਾਣਕਾਰੀ ਦਿੱਤੀ ਗਈ।: [271, 1475, 421, 1555]
- university-honour-headline: ਵਰਿੰਦਰ ਸਿੰਘ ਨਿਹਾਲ ਇੰਟਰਨੈਸ਼ਨਲ ਯੂਨੀਵਰਸਿਟੀ ਨੇ ਸ਼ਖ਼ਸੀਅਤਾਂ ਨਾਲ ਧਿਆਨ ਦਿੱਤੇ ਜਾਣ ਤੋਂ ਬਾਅਦ ਕੀਤਾ ਸਨਮਾਨਤ: [280, 1180, 600, 1206]
- dakala-subheadline: ਸਰਕਾਰ ਮਾਵਾਂ ਤੇ ਧੀਆਂ ਦੇ ਸਨਮਾਨ ਅਤੇ ਸੁਰੱਖਿਆ ਲਈ ਪੂਰੀ ਤਰ੍ਹਾਂ ਵਚਨਬੱਧ : ਚੇਤਨ ਜੌੜਾਮਾਜਰਾ: [479, 1728, 997, 1745]
- lead-headline-block: [38, 96, 1438, 303]
- university-para: ਪੰਜਾਬ ਦੀਆਂ ਨਾਮਵਰ ਸ਼ਖ਼ਸੀਅਤਾਂ ਨੂੰ ਉਨ੍ਹਾਂ ਦੇ ਖੇਤਰ ਵਿਚ ਪਾਏ ਯੋਗਦਾਨ ਲਈ ਸਨਮਾਨਿਤ ਕੀਤਾ ਗਿਆ। ਸਮਾਗਮ ਦੌਰਾਨ ਬੁਲਾਰਿਆਂ ਨੇ ਨੌਜਵਾਨਾਂ ਨੂੰ ਸਿਖਿਆ ਦੇ ਖੇਤਰ ਵਿਚ ਅੱਗੇ ਆਉਣ ਦਾ ਸੱਦਾ ਦਿੱਤਾ।: [271, 1382, 609, 1421]
- cmyk-group-1: [48, 2207, 116, 2223]
- cmyk-swatch: [993, 2207, 1010, 2223]
- ghanaur-rally-headline: ਜ਼ਿਲ੍ਹਾ ਬਦਲਾਅ ਰੈਲੀ ਲਈ ਘਨੌਰ ਤੋਂ ਵੱਡਾ ਕਾਫ਼ਲਾ ਰਵਾਨਾ: [38, 611, 241, 637]
- ghanaur-story-cont: [38, 797, 255, 851]
- conference-photo-caption: ਕਾਨਫ਼ਰੰਸ 'ਚ ਸ਼ਾਮਲ ਮਾਹਰਾਂ ਦਾ ਸਨਮਾਨ ਕਰਦੇ ਹੋਏ ਯੂਨੀਵਰਸਿਟੀ ਦੇ ਅਧਿਕਾਰੀ।: [979, 1025, 1283, 1038]
- cmyk-swatch: [646, 2207, 663, 2223]
- conference-text-2: ਅਕਾਦਮਿਕ ਮਾਮਲੇ ਪ੍ਰੋ. ਜਸਵਿੰਦਰ ਸਿੰਘ ਬਰਾੜ ਨੇ ਕੀਤੀ। ਕਾਨਫ਼ਰੰਸ ਦਾ ਮੁੱਖ-ਸੁਰ ਭਾਸ਼ਣ ਟੈਨੈਕੋ ਕੰਪਨੀ ਤੋਂ ਪੁੱਜੇ ਸੀਨੀਅਰ ਡਾਇਰੈਕਟਰ-ਓਪਰੇਸ਼ਨਜ਼ ਸ਼੍ਰੀ. ਨੇ ਦਿੱਤਾ।: [1137, 1042, 1287, 1094]
- awareness-jago-headline: ਕੋਹਲੀ ਤੇ ਗੰਗਿਆ ਨੇ ਮੁੱਖ ਮੰਤਰੀ ਮਾਵਾਂ ਧੀਆਂ ਸਤਿਕਾਰ ਯੋਜਨਾ ਬਾਰੇ ਜਾਗੋ ਕੱਢ ਕੇ ਕੀਤਾ ਜਾਗਰੂਕਤਾ: [986, 505, 1434, 521]
- masthead-date: ਐਤਵਾਰ, 15 ਮਾਰਚ 2026: [52, 45, 206, 70]
- awareness-text-2: ਸਮਾਗਮ ਦੌਰਾਨ ਮਹਿਲਾਵਾਂ ਨੂੰ ਯੋਜਨਾ ਦੀਆਂ ਸ਼ਰਤਾਂ ਅਤੇ ਅਰਜ਼ੀ ਦੇਣ ਦੀ ਪ੍ਰਕਿਰਿਆ ਬਾਰੇ ਵਿਸਥਾਰ ਨਾਲ ਜਾਣਕਾਰੀ ਦਿੱਤੀ ਗਈ। 1500 ਰੁਪਏ ਪ੍ਰਤੀ ਮਹੀਨਾ ਦੀ ਰਾਸ਼ੀ ਸਿੱਧੇ ਖਾਤਿਆਂ ਵਿਚ ਜਮ੍ਹਾਂ ਹੋਵੇਗੀ।: [1137, 731, 1287, 811]
- crop-mark-top-left: [6, 110, 36, 111]
- nrega-text-col4: [797, 713, 947, 782]
- nabha-joining-photo: [38, 1217, 255, 1349]
- nrega-union-photo: [429, 713, 789, 865]
- bhog-para-3: ਪਰਵਾਰ ਵਲੋਂ ਸੁਖਮਨੀ ਸਾਹਿਬ ਜੀ ਦੇ ਪਾਠ ਦੇ ਭੋਗ ਪਾਏ ਗਏ। ਇਸ ਮੌਕੇ ਵੱਡੀ ਗਿਣਤੀ ਵਿਚ ਸੰਗਤ ਨੇ ਸ਼ਰਧਾਂਜਲੀ ਭੇਟ ਕੀਤੀ ਅਤੇ ਵਿਛੜੀ ਰੂਹ ਦੀ ਸ਼ਾਂਤੀ ਲਈ ਅਰਦਾਸ ਕੀਤੀ ਗਈ।: [1297, 1023, 1441, 1089]
- center-col-b-para: ਖਪਤਕਾਰਾਂ ਵਲੋਂ ਘਬਰਾਹਟ 'ਚ ਆਕੇ ਕੀਤੀ ਜਾ ਰਹੀ ਬੁਕਿੰਗ ਕਾਰਨ 58 ਗੈਸ ਏਜੰਸੀਆਂ ਦਾ ਸਰਵਰ ਪ੍ਰਭਾਵਿਤ ਹੋਇਆ ਹੈ। ਵਿਭਾਗ ਨੇ ਕਿਹਾ ਹੈ ਕਿ ਸਟਾਕ ਪੂਰਾ ਹੈ ਅਤੇ ਕਿਸੇ ਵੀ ਤਰ੍ਹਾਂ ਦੀ ਕਮੀ ਨਹੀਂ ਆਉਣ ਦਿੱਤੀ ਜਾਵੇਗੀ। ਅਧਿਕਾਰੀਆਂ ਨੇ ਅਪੀਲ ਕੀਤੀ ਕਿ ਲੋੜ ਅਨੁਸਾਰ ਹੀ ਬੁਕਿੰਗ ਕਰਵਾਈ ਜਾਵੇ।: [502, 309, 652, 415]
- nrega-overflow-b: ਨਰੇਗਾ 2005 ਵਿਚ ਪਿੰਡਾਂ ਵਿਚ ਗ਼ਰੀਬ ਪਰਵਾਰਾਂ ਨੂੰ ਸੌ ਦਿਨ ਦਾ ਕੰਮ ਦੇਣ ਲਈ ਲਿਆਂਦਾ ਗਿਆ ਸੀ ਪਰ ਅਮਲ ਵਿਚ ਬਹੁਤੇ ਪਰਵਾਰਾਂ ਨੂੰ 40 ਤੋਂ 50 ਦਿਨ ਹੀ ਕੰਮ ਮਿਲ ਰਿਹਾ ਹੈ। ਮਜ਼ਦੂਰੀ ਦੀ ਅਦਾਇਗੀ ਵੀ ਸਮੇਂ ਸਿਰ ਨਹੀਂ ਹੁੰਦੀ।: [797, 941, 947, 1021]
- jago-text-1: [979, 382, 1129, 494]
- jago-text-3: ਸ਼ਹਿਰ ਵਿਚ ਔਰਤਾਂ ਨੇ ਰਵਾਇਤੀ ਢੰਗ ਨਾਲ 'ਜਾਗੋ' ਕੱਢ ਕੇ ਨਵੀਂ ਯੋਜਨਾ ਦਾ ਸਵਾਗਤ ਕੀਤਾ। ਔਰਤਾਂ ਨੇ ਗੀਤ ਗਾਏ ਅਤੇ ਗਿੱਧਾ ਪਾਇਆ। ਉਨ੍ਹਾਂ ਕਿਹਾ ਕਿ ਇਸ ਯੋਜਨਾ ਨਾਲ ਮਹਿਲਾਵਾਂ ਨੂੰ ਆਰਥਕ ਮਜ਼ਬੂਤੀ ਮਿਲੇਗੀ।: [1295, 383, 1441, 462]
- bhog-ceremony-photo: [1297, 1094, 1441, 1228]
- jago-text-2: ਮਹਿਲਾ ਆਗੂਆਂ ਨੇ ਦੱਸਿਆ ਕਿ ਹਰ ਯੋਗ ਔਰਤ ਦੇ ਖਾਤੇ ਵਿਚ 1500 ਰੁਪਏ ਪ੍ਰਤੀ ਮਹੀਨਾ ਸਿੱਧੇ ਪਾਏ ਜਾਣਗੇ। ਇਸ ਮੌਕੇ ਵੱਡੀ ਗਿਣਤੀ ਵਿਚ ਮਹਿਲਾਵਾਂ ਨੇ ਸ਼ਮੂਲੀਅਤ ਕੀਤੀ ਅਤੇ ਸਰਕਾਰ ਦਾ ਧੰਨਵਾਦ ਕੀਤਾ।: [1137, 383, 1287, 462]
- scheme-text-2: ਸਰਕਾਰੀ ਯੋਜਨਾਵਾਂ ਦਾ ਲਾਭ ਯੋਗ ਲਾਭਪਾਤਰੀਆਂ ਤੱਕ ਪਹੁੰਚਾਉਣ ਲਈ ਅਧਿਕਾਰੀਆਂ ਨੂੰ ਹਦਾਇਤਾਂ ਜਾਰੀ ਕੀਤੀਆਂ ਗਈਆਂ ਹਨ। ਮਹਿਲਾਵਾਂ ਨੂੰ 1500 ਰੁਪਏ ਪ੍ਰਤੀ ਮਹੀਨਾ ਦੇਣ ਦੀ ਯੋਜਨਾ ਬਾਰੇ ਵੀ ਜਾਣਕਾਰੀ ਦਿੱਤੀ ਗਈ।: [609, 1460, 781, 1526]
